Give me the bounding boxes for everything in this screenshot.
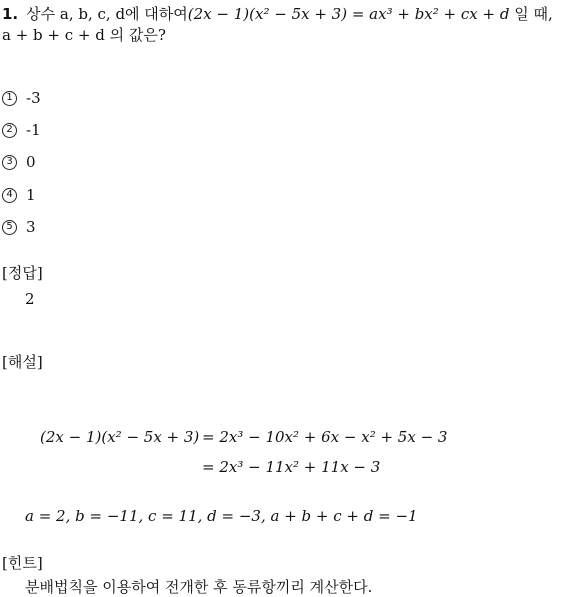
choice-5-marker-icon: 5: [2, 220, 17, 235]
choice-1-value: -3: [26, 89, 41, 107]
hint-label: [힌트]: [2, 554, 43, 572]
choice-5[interactable]: [2, 217, 36, 237]
solution-eq2-rhs: = 2x³ − 11x² + 11x − 3: [202, 458, 381, 476]
choice-1[interactable]: [2, 88, 41, 108]
answer-label: [정답]: [2, 264, 43, 282]
choice-4-value: 1: [26, 186, 36, 204]
solution-eq1-rhs: = 2x³ − 10x² + 6x − x² + 5x − 3: [202, 428, 448, 446]
choice-2[interactable]: [2, 120, 41, 140]
answer-value: 2: [25, 290, 35, 308]
choice-4[interactable]: [2, 185, 36, 205]
question-text-pre: 상수 a, b, c, d에 대하여: [26, 5, 188, 23]
choice-5-value: 3: [26, 218, 36, 236]
question-number: 1.: [2, 5, 19, 23]
solution-label: [해설]: [2, 353, 43, 371]
question-line-1: [2, 3, 553, 25]
solution-eq1-lhs: (2x − 1)(x² − 5x + 3): [40, 428, 200, 446]
choice-3-value: 0: [26, 153, 36, 171]
choice-3[interactable]: [2, 152, 36, 172]
choice-2-marker-icon: 2: [2, 123, 17, 138]
choice-1-marker-icon: 1: [2, 91, 17, 106]
question-text-post: 일 때,: [514, 5, 553, 23]
question-line-2: a + b + c + d 의 값은?: [2, 26, 166, 44]
hint-text: 분배법칙을 이용하여 전개한 후 동류항끼리 계산한다.: [25, 578, 373, 596]
choice-3-marker-icon: 3: [2, 155, 17, 170]
question-equation: (2x − 1)(x² − 5x + 3) = ax³ + bx² + cx + d: [187, 5, 510, 23]
choice-4-marker-icon: 4: [2, 188, 17, 203]
solution-result: a = 2, b = −11, c = 11, d = −3, a + b + c + d = −1: [25, 507, 418, 525]
choice-2-value: -1: [26, 121, 41, 139]
